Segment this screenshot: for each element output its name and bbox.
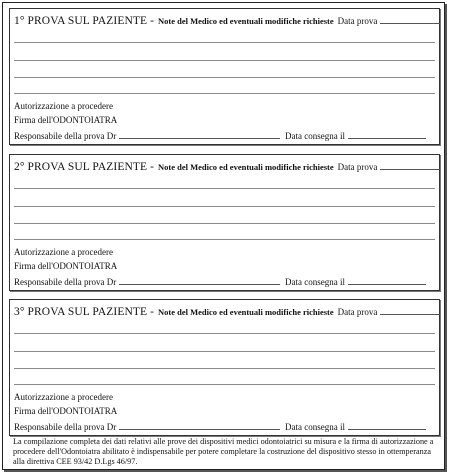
test-date-label: Data prova <box>337 162 378 172</box>
delivery-date-label: Data consegna il <box>285 277 345 287</box>
test-date-field[interactable] <box>380 14 440 24</box>
notes-line[interactable] <box>14 60 435 61</box>
test-section-3 <box>9 299 440 436</box>
delivery-date-label: Data consegna il <box>285 422 345 432</box>
notes-line[interactable] <box>14 333 435 334</box>
test-section-2 <box>9 154 440 291</box>
responsible-field[interactable] <box>119 420 280 430</box>
notes-line[interactable] <box>14 42 435 43</box>
test-date-label: Data prova <box>337 16 378 26</box>
responsible-row <box>14 275 280 287</box>
test-date-field[interactable] <box>380 305 440 315</box>
delivery-row <box>285 129 426 141</box>
notes-line[interactable] <box>14 206 435 207</box>
delivery-date-label: Data consegna il <box>285 131 345 141</box>
responsible-label: Responsabile della prova Dr <box>14 422 117 432</box>
test-date-label: Data prova <box>337 307 378 317</box>
section-title: 2° PROVA SUL PAZIENTE - <box>14 161 155 173</box>
delivery-date-field[interactable] <box>348 129 426 139</box>
section-header <box>14 14 435 27</box>
delivery-date-field[interactable] <box>348 275 426 285</box>
notes-line[interactable] <box>14 351 435 352</box>
delivery-row <box>285 420 426 432</box>
responsible-row <box>14 129 280 141</box>
legal-disclaimer: La compilazione completa dei dati relativi alle prove dei dispositivi medici odontoiatrici su misura e la firma di autorizzazione a procedere dell'Odontoiatra abilitato è indispensabile per potere completare la costruzione del dispositivo stesso in ottemperanza alla direttiva CEE 93/42 D.Lgs 46/97. <box>13 437 434 466</box>
responsible-label: Responsabile della prova Dr <box>14 277 117 287</box>
section-title: 3° PROVA SUL PAZIENTE - <box>14 306 155 318</box>
section-header <box>14 305 435 318</box>
notes-line[interactable] <box>14 77 435 78</box>
notes-line[interactable] <box>14 384 435 385</box>
notes-line[interactable] <box>14 188 435 189</box>
delivery-row <box>285 275 426 287</box>
responsible-row <box>14 420 280 432</box>
signature-label: Firma dell'ODONTOIATRA <box>14 115 118 125</box>
authorization-label: Autorizzazione a procedere <box>14 392 113 402</box>
notes-line[interactable] <box>14 368 435 369</box>
notes-line[interactable] <box>14 93 435 94</box>
section-title: 1° PROVA SUL PAZIENTE - <box>14 15 155 27</box>
signature-label: Firma dell'ODONTOIATRA <box>14 261 118 271</box>
notes-label: Note del Medico ed eventuali modifiche richieste <box>158 307 334 317</box>
notes-line[interactable] <box>14 239 435 240</box>
notes-label: Note del Medico ed eventuali modifiche richieste <box>158 162 334 172</box>
responsible-label: Responsabile della prova Dr <box>14 131 117 141</box>
authorization-label: Autorizzazione a procedere <box>14 101 113 111</box>
test-date-field[interactable] <box>380 160 440 170</box>
test-form-page <box>2 2 445 470</box>
notes-line[interactable] <box>14 223 435 224</box>
responsible-field[interactable] <box>119 129 280 139</box>
delivery-date-field[interactable] <box>348 420 426 430</box>
notes-label: Note del Medico ed eventuali modifiche richieste <box>158 16 334 26</box>
authorization-label: Autorizzazione a procedere <box>14 247 113 257</box>
responsible-field[interactable] <box>119 275 280 285</box>
section-header <box>14 160 435 173</box>
signature-label: Firma dell'ODONTOIATRA <box>14 406 118 416</box>
test-section-1 <box>9 8 440 145</box>
